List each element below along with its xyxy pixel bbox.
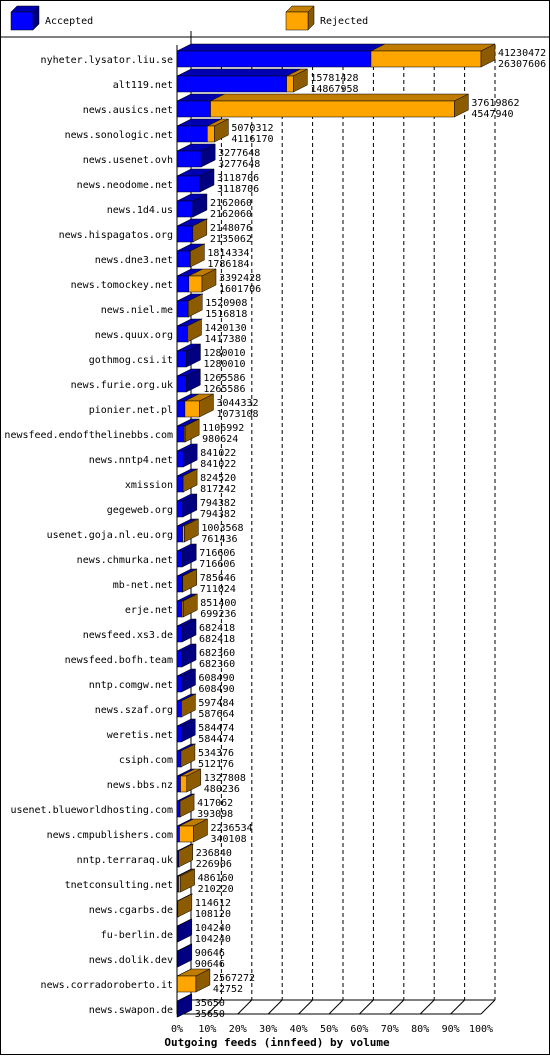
accepted-value-label: 1280010 [203, 359, 246, 370]
accepted-bar [177, 426, 184, 442]
accepted-value-label: 108120 [194, 909, 231, 920]
bar-news-chmurka-net [177, 544, 196, 567]
accepted-value-label: 104240 [194, 934, 231, 945]
category-label: newsfeed.endofthelinebbs.com [4, 430, 173, 441]
bar-news-szaf-org [177, 694, 196, 717]
rejected-bar [177, 976, 196, 992]
total-value-label: 1265586 [203, 373, 246, 384]
bar-news-niel-me [177, 294, 203, 317]
floor-line [268, 1000, 282, 1014]
total-value-label: 3044332 [216, 398, 259, 409]
accepted-bar-top [177, 44, 385, 51]
bar-news-furie-org-uk [177, 369, 200, 392]
category-label: news.bbs.nz [106, 780, 173, 791]
total-value-label: 2236534 [210, 823, 253, 834]
total-value-label: 1814334 [207, 248, 250, 259]
total-value-label: 716606 [199, 548, 236, 559]
x-tick-label: 100% [468, 1024, 494, 1035]
bar-news-bbs-nz [177, 769, 201, 792]
category-label: usenet.blueworldhosting.com [10, 805, 173, 816]
x-tick-label: 90% [441, 1024, 460, 1035]
category-label: news.quux.org [94, 330, 173, 341]
bar-side [178, 919, 192, 942]
accepted-bar [177, 651, 182, 667]
bar-newsfeed-bofh-team [177, 644, 196, 667]
total-value-label: 824520 [200, 473, 237, 484]
accepted-value-label: 711024 [199, 584, 236, 595]
total-value-label: 37619862 [471, 98, 520, 109]
category-label: news.sonologic.net [64, 130, 173, 141]
chart-title: Outgoing feeds (innfeed) by volume [164, 1036, 390, 1049]
bar-newsfeed-endofthelinebbs-com [177, 419, 199, 442]
total-value-label: 486160 [197, 873, 234, 884]
floor-line [329, 1000, 343, 1014]
accepted-value-label: 794382 [199, 509, 236, 520]
accepted-bar [177, 451, 183, 467]
accepted-bar [177, 851, 179, 867]
accepted-bar [177, 276, 189, 292]
accepted-value-label: 608490 [198, 684, 235, 695]
accepted-value-label: 682418 [199, 634, 236, 645]
total-value-label: 1327808 [203, 773, 246, 784]
bar-tnetconsulting-net [177, 869, 195, 892]
accepted-bar [177, 51, 371, 67]
legend-rejected-swatch [286, 6, 314, 30]
rejected-bar [371, 51, 481, 67]
x-tick-label: 40% [289, 1024, 308, 1035]
total-value-label: 785646 [199, 573, 236, 584]
accepted-bar [177, 126, 207, 142]
category-label: news.niel.me [100, 305, 173, 316]
accepted-value-label: 761436 [201, 534, 238, 545]
floor-line [451, 1000, 465, 1014]
category-label: alt119.net [112, 80, 173, 91]
rejected-bar-top [371, 44, 495, 51]
bar-news-neodome-net [177, 169, 214, 192]
category-label: gegeweb.org [106, 505, 173, 516]
category-label: fu-berlin.de [100, 930, 173, 941]
floor-line [420, 1000, 434, 1014]
bar-news-ausics-net [177, 94, 468, 117]
accepted-value-label: 90646 [194, 959, 225, 970]
accepted-bar [177, 76, 287, 92]
accepted-value-label: 716606 [199, 559, 236, 570]
bar-xmission [177, 469, 198, 492]
total-value-label: 5070312 [231, 123, 274, 134]
accepted-bar [177, 626, 182, 642]
bar-side [178, 944, 192, 967]
bar-side [181, 719, 195, 742]
value-labels [195, 48, 546, 1020]
bar-usenet-blueworldhosting-com [177, 794, 195, 817]
accepted-value-label: 26307606 [498, 59, 547, 70]
bar-news-cgarbs-de [177, 894, 193, 917]
bar-csiph-com [177, 744, 196, 767]
accepted-value-label: 512176 [197, 759, 235, 770]
category-label: news.dne3.net [94, 255, 173, 266]
category-label: weretis.net [106, 730, 173, 741]
accepted-value-label: 35650 [194, 1009, 225, 1020]
accepted-bar [177, 151, 201, 167]
bar-usenet-goja-nl-eu-org [177, 519, 198, 542]
accepted-value-label: 210220 [197, 884, 234, 895]
accepted-bar [177, 826, 180, 842]
accepted-bar [177, 251, 190, 267]
bar-side [178, 894, 192, 917]
accepted-bar [177, 301, 188, 317]
rejected-bar-top [211, 94, 469, 101]
total-value-label: 3118706 [216, 173, 260, 184]
bar-news-hispagatos-org [177, 219, 208, 242]
legend-accepted-swatch [11, 6, 39, 30]
accepted-value-label: 480236 [203, 784, 240, 795]
x-tick-label: 20% [228, 1024, 247, 1035]
floor-line [359, 1000, 373, 1014]
bar-news-1d4-us [177, 194, 207, 217]
accepted-bar [177, 526, 183, 542]
accepted-value-label: 14867958 [310, 84, 359, 95]
accepted-value-label: 4116170 [231, 134, 274, 145]
legend-rejected-label: Rejected [320, 16, 369, 27]
accepted-value-label: 3118706 [216, 184, 260, 195]
category-label: pionier.net.pl [88, 405, 173, 416]
feeds-chart [1, 1, 549, 1054]
category-label: news.furie.org.uk [70, 380, 173, 391]
accepted-value-label: 1417380 [204, 334, 247, 345]
total-value-label: 794382 [199, 498, 236, 509]
total-value-label: 2148076 [209, 223, 252, 234]
category-label: news.neodome.net [76, 180, 173, 191]
category-label: tnetconsulting.net [64, 880, 173, 891]
accepted-bar [177, 376, 186, 392]
x-tick-label: 60% [350, 1024, 369, 1035]
x-tick-labels [171, 1024, 493, 1035]
total-value-label: 3392428 [219, 273, 262, 284]
accepted-bar [177, 201, 193, 217]
total-value-label: 2567272 [212, 973, 256, 984]
accepted-value-label: 1516818 [205, 309, 248, 320]
bar-news-dolik-dev [177, 944, 192, 967]
total-value-label: 608490 [198, 673, 235, 684]
total-value-label: 1520908 [205, 298, 248, 309]
category-label: nntp.comgw.net [88, 680, 173, 691]
bar-news-tomockey-net [177, 269, 216, 292]
category-labels [4, 55, 173, 1016]
bar-alt119-net [177, 69, 307, 92]
rejected-bar [179, 876, 181, 892]
category-label: news.cmpublishers.com [46, 830, 173, 841]
category-label: news.swapon.de [88, 1005, 173, 1016]
total-value-label: 851400 [200, 598, 237, 609]
accepted-bar [177, 676, 181, 692]
rejected-bar [287, 76, 294, 92]
x-tick-label: 70% [380, 1024, 399, 1035]
total-value-label: 236840 [195, 848, 232, 859]
accepted-value-label: 1265586 [203, 384, 246, 395]
category-label: newsfeed.bofh.team [64, 655, 173, 666]
accepted-value-label: 226906 [195, 859, 232, 870]
x-tick-label: 30% [259, 1024, 278, 1035]
category-label: newsfeed.xs3.de [82, 630, 173, 641]
total-value-label: 682418 [199, 623, 236, 634]
accepted-value-label: 1601706 [219, 284, 262, 295]
floor-line [481, 1000, 495, 1014]
bar-fu-berlin-de [177, 919, 192, 942]
bar-weretis-net [177, 719, 195, 742]
x-tick-label: 80% [411, 1024, 430, 1035]
floor-line [390, 1000, 404, 1014]
category-label: csiph.com [118, 755, 173, 766]
total-value-label: 104240 [194, 923, 231, 934]
accepted-value-label: 682360 [199, 659, 236, 670]
accepted-value-label: 1073108 [216, 409, 259, 420]
category-label: xmission [124, 480, 173, 491]
accepted-bar [177, 726, 181, 742]
category-label: news.usenet.ovh [82, 155, 173, 166]
bar-erje-net [177, 594, 197, 617]
accepted-value-label: 587664 [198, 709, 235, 720]
bar-news-usenet-ovh [177, 144, 215, 167]
accepted-bar [177, 326, 187, 342]
category-label: news.nntp4.net [88, 455, 173, 466]
category-label: news.ausics.net [82, 105, 173, 116]
bar-news-dne3-net [177, 244, 205, 267]
accepted-bar [177, 176, 200, 192]
bar-pionier-net-pl [177, 394, 213, 417]
total-value-label: 41230472 [498, 48, 547, 59]
bar-side [181, 744, 195, 767]
accepted-bar [177, 351, 186, 367]
bar-mb-net-net [177, 569, 197, 592]
category-label: news.corradoroberto.it [40, 980, 173, 991]
category-label: news.cgarbs.de [88, 905, 173, 916]
bar-news-nntp4-net [177, 444, 197, 467]
accepted-bar [177, 801, 180, 817]
rejected-bar [180, 826, 194, 842]
bar-nntp-comgw-net [177, 669, 195, 692]
category-label: news.tomockey.net [70, 280, 173, 291]
accepted-value-label: 817242 [200, 484, 237, 495]
accepted-bar [177, 551, 182, 567]
accepted-bar [177, 501, 183, 517]
accepted-value-label: 340108 [210, 834, 247, 845]
x-tick-label: 10% [198, 1024, 217, 1035]
accepted-bar [177, 601, 182, 617]
category-label: news.szaf.org [94, 705, 173, 716]
accepted-value-label: 3277648 [218, 159, 261, 170]
total-value-label: 841022 [200, 448, 237, 459]
bar-gegeweb-org [177, 494, 197, 517]
bar-gothmog-csi-it [177, 344, 200, 367]
total-value-label: 2162060 [209, 198, 253, 209]
total-value-label: 35650 [194, 998, 225, 1009]
accepted-bar [177, 401, 185, 417]
bar-side [181, 694, 195, 717]
accepted-bar [177, 476, 183, 492]
x-tick-label: 0% [170, 1024, 184, 1035]
rejected-bar [183, 526, 185, 542]
bar-nyheter-lysator-liu-se [177, 44, 495, 67]
category-label: news.chmurka.net [76, 555, 173, 566]
legend [11, 6, 368, 30]
total-value-label: 584474 [198, 723, 235, 734]
category-label: news.dolik.dev [88, 955, 173, 966]
accepted-value-label: 584474 [198, 734, 235, 745]
legend-accepted-label: Accepted [45, 16, 94, 27]
rejected-bar [189, 276, 202, 292]
rejected-bar [185, 401, 200, 417]
total-value-label: 90646 [194, 948, 225, 959]
total-value-label: 417062 [197, 798, 234, 809]
rejected-bar [181, 776, 187, 792]
total-value-label: 3277648 [218, 148, 261, 159]
x-tick-label: 50% [319, 1024, 339, 1035]
accepted-bar [177, 576, 182, 592]
category-label: erje.net [124, 605, 173, 616]
accepted-bar [177, 101, 211, 117]
category-label: nyheter.lysator.liu.se [40, 55, 173, 66]
total-value-label: 1003568 [201, 523, 244, 534]
category-label: gothmog.csi.it [88, 355, 173, 366]
bar-newsfeed-xs3-de [177, 619, 196, 642]
accepted-bar [177, 751, 181, 767]
accepted-value-label: 42752 [212, 984, 244, 995]
accepted-value-label: 1786184 [207, 259, 250, 270]
total-value-label: 15781428 [310, 73, 359, 84]
category-label: news.1d4.us [106, 205, 173, 216]
total-value-label: 1106992 [202, 423, 245, 434]
accepted-value-label: 980624 [202, 434, 239, 445]
bar-side [180, 794, 194, 817]
total-value-label: 534376 [197, 748, 235, 759]
category-label: nntp.terraraq.uk [76, 855, 173, 866]
accepted-value-label: 2135062 [209, 234, 252, 245]
floor-line [299, 1000, 313, 1014]
total-value-label: 1420130 [204, 323, 247, 334]
accepted-value-label: 4547940 [471, 109, 514, 120]
accepted-bar [177, 776, 181, 792]
accepted-bar [177, 226, 193, 242]
category-label: news.hispagatos.org [58, 230, 173, 241]
bar-news-quux-org [177, 319, 202, 342]
floor-line [238, 1000, 252, 1014]
rejected-bar [207, 126, 214, 142]
accepted-value-label: 2162060 [209, 209, 253, 220]
bar-news-cmpublishers-com [177, 819, 207, 842]
bar-news-corradoroberto-it [177, 969, 210, 992]
bar-side [181, 869, 195, 892]
total-value-label: 597484 [198, 698, 235, 709]
accepted-value-label: 841022 [200, 459, 237, 470]
total-value-label: 1280010 [203, 348, 246, 359]
accepted-bar-top [177, 69, 301, 76]
total-value-label: 682360 [199, 648, 236, 659]
category-label: usenet.goja.nl.eu.org [46, 530, 173, 541]
accepted-value-label: 699236 [200, 609, 237, 620]
accepted-bar [177, 701, 181, 717]
category-label: mb-net.net [112, 580, 173, 591]
accepted-value-label: 393098 [197, 809, 234, 820]
rejected-bar [211, 101, 455, 117]
total-value-label: 114612 [194, 898, 231, 909]
bar-news-sonologic-net [177, 119, 228, 142]
